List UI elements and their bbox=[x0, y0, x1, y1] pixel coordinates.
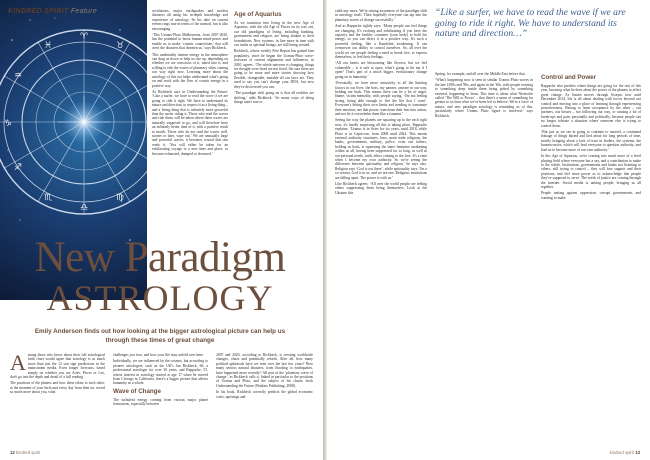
paragraph: As we transition into living in the new Age of Aquarius, with the old Age of Pisces on its way out, our old paradigms of living, including banking, government and religion, are being shaken to their foundations. New systems, in line more in tune with our truths as spiritual beings, are still being created. bbox=[234, 21, 314, 48]
paragraph: In his book, Rickbeck correctly predicts the global economic crisis, uprisings and bbox=[216, 390, 313, 399]
article-column-5 bbox=[541, 72, 641, 202]
svg-text:♐: ♐ bbox=[13, 163, 23, 173]
paragraph: People uniting against oppression, corrupt governments, and wanting to make bbox=[541, 191, 641, 200]
folio-left bbox=[10, 450, 40, 455]
paragraph: ‘The paradigm shift going on is that all realities are shifting,’ adds Rickbeck. ‘So many ways of doing things aren't true or bbox=[234, 91, 314, 104]
subhead-age-of-aquarius: Age of Aquarius bbox=[234, 11, 282, 18]
headline-line-1: New Paradigm bbox=[34, 234, 286, 281]
svg-text:♏: ♏ bbox=[43, 193, 53, 203]
paragraph: ‘But just as we see in going to continue to unravel, a continued leakage of things buried and lied about for long periods of time, mostly bringing about a lack of trust in leaders, the systems, the bureaucracies, which will lead everyone to question authority, and lead us to become more of our own authority.’ bbox=[541, 130, 641, 152]
mag-name-right-2: spirit bbox=[624, 450, 635, 455]
page-number-left: 12 bbox=[10, 450, 15, 455]
paragraph: valid any more. We're raising awareness of the paradigm shift in astrology itself. Their hopefully everyone can tap into the planetary waves of change successfully.’ bbox=[335, 9, 427, 22]
paragraph: The positions of the planets and how these relate to each other, at the moment of your birth and every day from then on, reveal so much more about you, what bbox=[10, 381, 105, 395]
section-tag bbox=[8, 8, 97, 15]
headline bbox=[10, 236, 310, 316]
byline: Emily Anderson bbox=[34, 328, 83, 335]
paragraph: revolutions, major earthquakes and nuclear disasters all using his in-depth knowledge and experience of astrology. So his take on current events rings true in terms of the turmoil, but is also encouraging. bbox=[152, 9, 228, 31]
intro-column-1 bbox=[10, 350, 105, 397]
paragraph: Rickbeck, whose weekly Pete Report has gained him popularity, since he began the Uranus-Pluto wave-forecasts of current alignments and influences, in 2010, agrees. ‘The whole universe is changing, things we thought were fixed are not fixed. I'm sure there are going to be more and more stories showing how flexible, changeable, mutable all our laws are. They used to say you can't change your DNA, but now they've discovered you can. bbox=[234, 49, 315, 89]
section-name: KINDRED SPIRIT bbox=[8, 8, 69, 15]
svg-text:♓: ♓ bbox=[43, 41, 53, 51]
paragraph: Seeing the way the planets are squaring up to the each right now, it's hardly surprising all this is taking place, Rappache explains: ‘Uranus is in Aries for six years, until 2018, while Pluto is in Capricorn, from 2008 until 2024. This means external authority structures, laws, main trade religions, the banks, governments, military, police, even our fathers, holding us back, is squeezing the inner feminine awakening within us all, having been suppressed for so long, as well as our personal needs, truth, ethics coming to the fore. It's a time when I become my own authority. So we're seeing the difference between spirituality and religion,’ he says also. Religion says ‘God is out there’, while spirituality says ‘I'm a co-creator, God is in us, and we are one. Religious institutions are falling apart. The power is with us.’ bbox=[335, 118, 427, 180]
headline-line-2: ASTROLOGY bbox=[46, 278, 274, 318]
mag-name-right: kindred bbox=[609, 450, 624, 455]
subhead-control-and-power: Control and Power bbox=[541, 74, 597, 81]
folio-right bbox=[610, 450, 640, 455]
left-page bbox=[0, 0, 323, 460]
paragraph: And as Rappache rightly says: ‘Many people can feel things are changing. It's exciting and exhilarating if you have the capacity and the healthy container (your body) to hold the energy, so you can direct it in a positive way. It's such a powerful feeling, like a Kundalini awakening. It can overpower our ability to control ourselves. So, all over the world we see people feeling a need to break free, to express themselves, to feel their feelings. bbox=[335, 24, 427, 60]
page-number-right: 13 bbox=[635, 450, 640, 455]
article-column-4 bbox=[435, 72, 533, 120]
article-column-3 bbox=[335, 9, 427, 197]
paragraph: challenges you face, and how your life may unfold over time. bbox=[113, 353, 204, 357]
paragraph: 2007 and 2020, according to Rickbeck, is creating worldwide changes, chaos and potentially rebirth. After all, how many political upheavals have we seen over the last few years? How many serious natural disasters, from flooding to earthquakes, have happened more recently? All part of the ‘planetary wave of change’, as Rickbeck calls it, linked in particular to the positions of Uranus and Pluto, and the subject of his classic book Understanding the Future (Watkins Publishing, 2008). bbox=[216, 353, 313, 388]
drop-cap: A bbox=[10, 350, 26, 375]
paragraph: mong those who know about their full astrological birth chart would agree that astrology is so much more than just the 12 sun sign predictions in the mainstream media. Even longer forecasts, based simply on whether you are Aries, Pisces or Leo, don't go into the depth and detail of a full reading. bbox=[10, 353, 105, 380]
intro-column-3 bbox=[216, 353, 313, 401]
paragraph: Like Rickbeck agrees: ‘All over the world people are feeling others suppressing them being themselves. Look at the Ukraine this bbox=[335, 182, 427, 195]
mag-name-left: kindred bbox=[15, 450, 31, 455]
svg-text:♍: ♍ bbox=[115, 193, 125, 203]
paragraph: ‘This Uranus-Pluto Midheavens, from 2007-2020, has the potential to boost human mind-power and enable us to make ‘cosmic connections’ that will avert the disasters that threaten us,’ says Rickbeck. bbox=[152, 33, 228, 51]
svg-text:♉: ♉ bbox=[115, 41, 125, 51]
paragraph: Spring, for example, and all over the Middle East before that. bbox=[435, 72, 526, 76]
standfirst-text: finds out how looking at the bigger astrological picture can help us through these times of great change bbox=[82, 328, 286, 344]
article-column-2 bbox=[234, 9, 314, 106]
paragraph: This undeniably intense energy in the atmosphere can drag us down or help us rise up, depending on whether we are conscious of it, tuned into it, and willing to ride the waves of planetary vibes coming our way right now. Learning more about the astrology of this era helps understand what's going on and work with the flow of cosmic energy in a positive way. bbox=[152, 52, 228, 88]
subhead-wave-of-change: Wave of Change bbox=[113, 387, 161, 395]
article-column-1 bbox=[152, 9, 228, 158]
svg-text:♊ bbox=[146, 71, 147, 81]
paragraph: The turbulent energy coming from various major planet formations, especially between bbox=[113, 397, 208, 407]
paragraph: ‘Personally, we have more sensitivity to all the limiting factors in our lives: the boss, my partner, anyone in our way, holding me back. This means there can be a lot of anger, blame, victim mentality, with people saying, ‘I'm not feeling strong, being able enough to live the life that I want’. Everyone's letting their own limits and needing to transmute their emotion; use that power; transform their fear into action, and not let it overwhelm them like a tsunami.’ bbox=[335, 81, 427, 116]
svg-text:♑: ♑ bbox=[3, 119, 13, 129]
section-sub: Feature bbox=[70, 8, 98, 15]
paragraph: In this Age of Aquarius, we're coming into much more of a level playing field where everyone has a say, and a contribution to make to the whole. Institutions, governments and banks not listening to others, still trying to control – they will lose support and their positions, and feel more power as to acknowledge that people they've supposed to serve. The seeds of justice are coming through the internet. Social media is uniting people, bringing us all together. bbox=[541, 154, 641, 189]
right-page bbox=[327, 0, 650, 460]
paragraph: As Rickbeck says in Understanding the Future: ‘Like a surfer, we have to read the wave if we are going to ride it right. We have to understand its nature and direction, to respect it as a living thing – and a living thing that is infinitely more powerful than the surfer riding it. Those who read the waves and ride them, will be taken where these waves are naturally supposed to go, and will therefore have an infinitely better time of it, with a positive result to match. Those who do not read the waves well, sooner or later, wipe out.’ We are unusually large and powerful waves; it becomes crucial that one reads it. ‘You will either be taken for an exhilarating voyage to a new time and place, or become exhausted, dumped or drowned.’ bbox=[152, 89, 228, 156]
mag-name-left-2: spirit bbox=[31, 450, 41, 455]
pull-quote: “Like a surfer, we have to read the wave if we are going to ride it right. We have to understand its nature and direction…” bbox=[435, 7, 626, 39]
paragraph: Rappache also predicts where things are going for the rest of this year, knowing what he does about the power of the planets to affect great change. As Saturn moves through Scorpio now until December 2014, life is all about dealing with forces beyond our control and moving into a place of learning through experiencing powerlessness. Having to learn acceptance by the other – our partners, our bosses – not following our way, or causing a lot of break-ups and pain, personally and politically, because people can no longer tolerate a situation where someone else is trying to control them. bbox=[541, 84, 641, 128]
svg-text:♒: ♒ bbox=[13, 71, 23, 81]
paragraph: Individually, we are influenced by the cosmos, but according to pioneer astrologers, such as the UK's Jan Rickbeck, 66, a professional astrologer for over 30 years, and Rappache, 55, whose interest in astrology started at age 17 when he moved from Chicago to California, there's a bigger picture that affects humanity as a whole. bbox=[113, 359, 208, 386]
intro-column-2 bbox=[113, 353, 208, 409]
svg-text:♈: ♈ bbox=[79, 32, 89, 42]
svg-text:♌ bbox=[146, 163, 147, 173]
paragraph: ‘All our hearts are blossoming like flowers, but we feel vulnerable – is it safe to open, what's going to hit me if I open? That's part of a much bigger, evolutionary change going on in humanity.’ bbox=[335, 61, 427, 79]
standfirst bbox=[24, 328, 296, 345]
paragraph: ‘What's happening now is seen in similar Uranus Pluto waves in the late 1850s and '80s, and again in the '60s, with people reacting to something deep inside them being poked by something external, happening to them. This time is about what Nietzsche called ‘The Will to Power’ – that there's a sense of something far greater to us than what we've been led to believe. We're a force of nature, and new paradigm astrology is reminding us of this, particularly where Uranus Pluto figure is involved,’ says Rickbeck. bbox=[435, 78, 533, 118]
svg-text:♎: ♎ bbox=[79, 203, 89, 213]
